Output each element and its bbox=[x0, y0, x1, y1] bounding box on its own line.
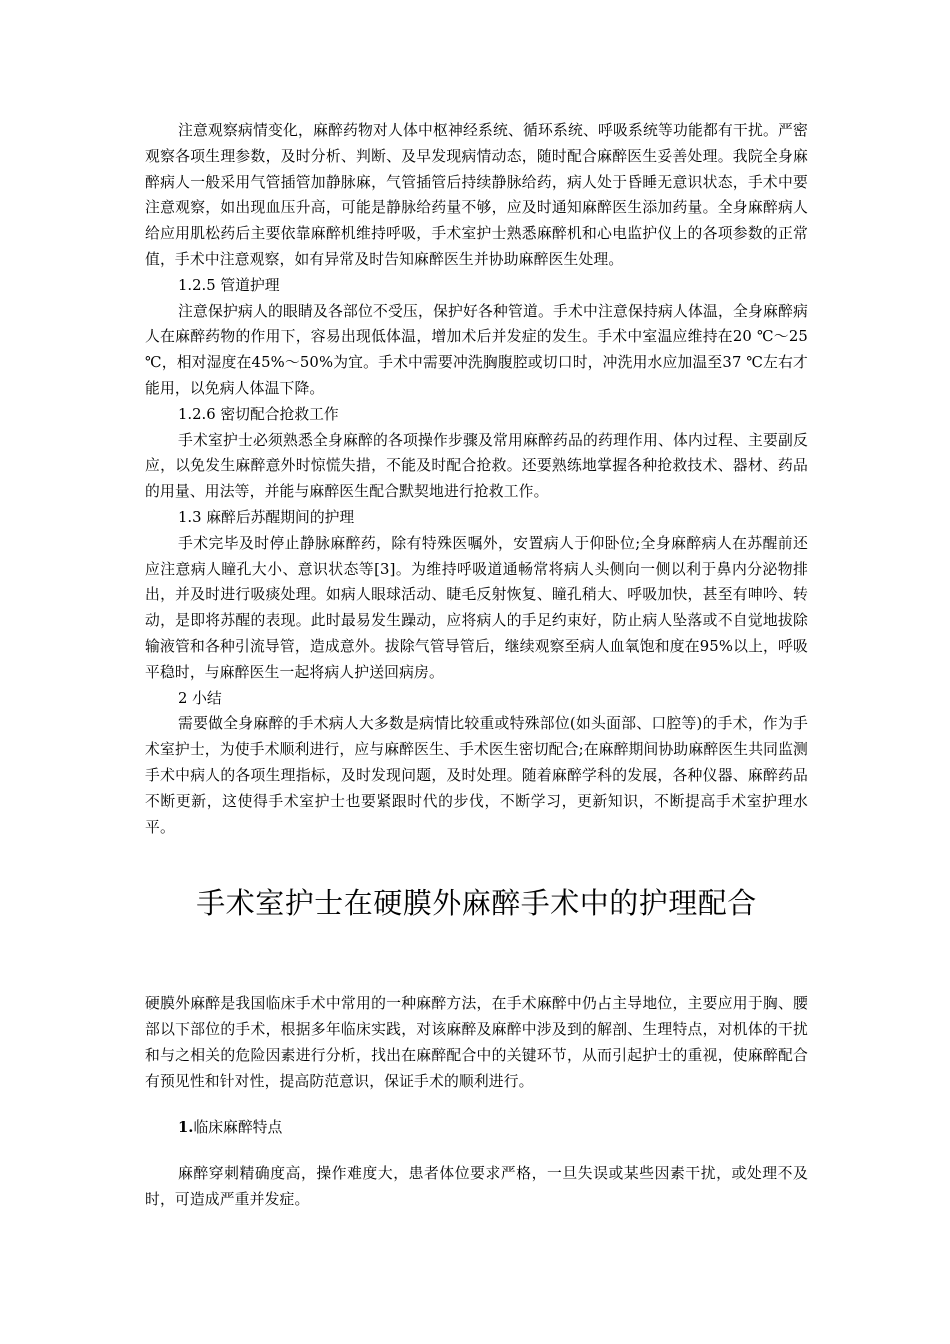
heading-clinical-features bbox=[145, 1115, 808, 1141]
article-title: 手术室护士在硬膜外麻醉手术中的护理配合 bbox=[196, 886, 757, 920]
document-body-part1 bbox=[145, 118, 808, 840]
heading-text: 临床麻醉特点 bbox=[193, 1119, 283, 1136]
paragraph-tube-care: 注意保护病人的眼睛及各部位不受压，保护好各种管道。手术中注意保持病人体温，全身麻醉病人在麻醉药物的作用下，容易出现低体温，增加术后并发症的发生。手术中室温应维持在20 ℃～25 ℃，相对湿度在45%～50%为宜。手术中需要冲洗胸腹腔或切口时，冲洗用水应加温至37 ℃左右才能用，以免病人体温下降。 bbox=[145, 302, 808, 397]
heading-number: 1. bbox=[178, 1119, 194, 1136]
paragraph-monitoring: 注意观察病情变化，麻醉药物对人体中枢神经系统、循环系统、呼吸系统等功能都有干扰。严密观察各项生理参数，及时分析、判断、及早发现病情动态，随时配合麻醉医生妥善处理。我院全身麻醉病人一般采用气管插管加静脉麻，气管插管后持续静脉给药，病人处于昏睡无意识状态，手术中要注意观察，如出现血压升高，可能是静脉给药量不够，应及时通知麻醉医生添加药量。全身麻醉病人给应用肌松药后主要依靠麻醉机维持呼吸，手术室护士熟悉麻醉机和心电监护仪上的各项参数的正常值，手术中注意观察，如有异常及时告知麻醉医生并协助麻醉医生处理。 bbox=[145, 122, 808, 268]
heading-2-summary: 2 小结 bbox=[178, 689, 222, 707]
heading-1-3: 1.3 麻醉后苏醒期间的护理 bbox=[178, 508, 355, 526]
paragraph-recovery: 手术完毕及时停止静脉麻醉药，除有特殊医嘱外，安置病人于仰卧位;全身麻醉病人在苏醒前还应注意病人瞳孔大小、意识状态等[3]。为维持呼吸道通畅常将病人头侧向一侧以利于鼻内分泌物排出，并及时进行吸痰处理。如病人眼球活动、睫毛反射恢复、瞳孔稍大、呼吸加快，甚至有呻吟、转动，是即将苏醒的表现。此时最易发生躁动，应将病人的手足约束好，防止病人坠落或不自觉地拔除输液管和各种引流导管，造成意外。拔除气管导管后，继续观察至病人血氧饱和度在95%以上，呼吸平稳时，与麻醉医生一起将病人护送回病房。 bbox=[145, 534, 808, 681]
heading-1-2-6: 1.2.6 密切配合抢救工作 bbox=[178, 405, 339, 423]
paragraph-summary: 需要做全身麻醉的手术病人大多数是病情比较重或特殊部位(如头面部、口腔等)的手术，作为手术室护士，为使手术顺利进行，应与麻醉医生、手术医生密切配合;在麻醉期间协助麻醉医生共同监测手术中病人的各项生理指标，及时发现问题，及时处理。随着麻醉学科的发展，各种仪器、麻醉药品不断更新，这使得手术室护士也要紧跟时代的步伐，不断学习，更新知识，不断提高手术室护理水平。 bbox=[145, 715, 808, 836]
heading-1-2-5: 1.2.5 管道护理 bbox=[178, 276, 280, 294]
document-body-part2 bbox=[145, 991, 808, 1213]
paragraph-rescue: 手术室护士必须熟悉全身麻醉的各项操作步骤及常用麻醉药品的药理作用、体内过程、主要副反应，以免发生麻醉意外时惊慌失措，不能及时配合抢救。还要熟练地掌握各种抢救技术、器材、药品的用量、用法等，并能与麻醉医生配合默契地进行抢救工作。 bbox=[145, 431, 808, 501]
paragraph-intro: 硬膜外麻醉是我国临床手术中常用的一种麻醉方法，在手术麻醉中仍占主导地位，主要应用于胸、腰部以下部位的手术，根据多年临床实践，对该麻醉及麻醉中涉及到的解剖、生理特点，对机体的干扰和与之相关的危险因素进行分析，找出在麻醉配合中的关键环节，从而引起护士的重视，使麻醉配合有预见性和针对性，提高防范意识，保证手术的顺利进行。 bbox=[145, 995, 808, 1090]
paragraph-clinical-features: 麻醉穿刺精确度高，操作难度大，患者体位要求严格，一旦失误或某些因素干扰，或处理不及时，可造成严重并发症。 bbox=[145, 1165, 808, 1208]
